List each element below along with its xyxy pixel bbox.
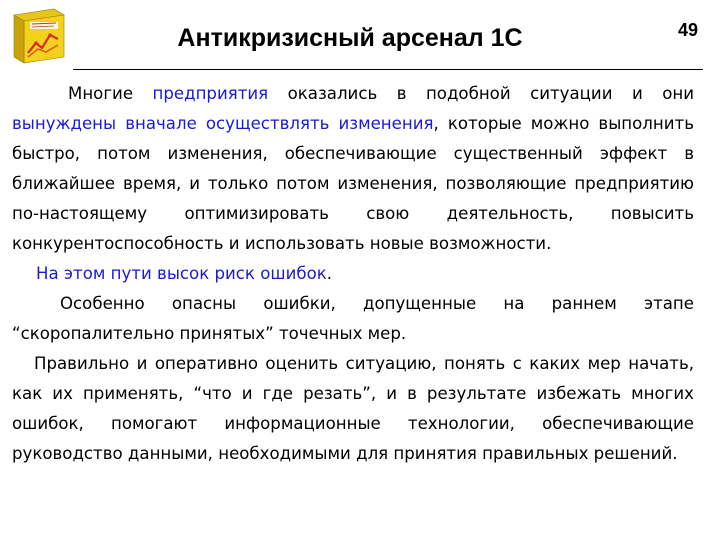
p1-highlight-forced-changes: вынуждены вначале осуществлять изменения <box>12 114 434 133</box>
paragraph-4: Правильно и оперативно оценить ситуацию, понять с каких мер начать, как их применять, “что и где резать”, и в результате избежать многих ошибок, помогают информационные технологии, обеспечивающие руководство данными, необходимыми для принятия правильных решений. <box>12 354 694 463</box>
p1-text-before: Многие <box>68 84 153 103</box>
title-divider <box>73 69 703 70</box>
slide-body <box>12 79 694 469</box>
p1-text-mid: оказались в подобной ситуации и они <box>268 84 694 103</box>
p2-highlight-risk: На этом пути высок риск ошибок <box>36 264 327 283</box>
p1-highlight-enterprises: предприятия <box>152 84 269 103</box>
page-number: 49 <box>677 20 698 40</box>
software-box-logo-icon <box>10 5 68 65</box>
paragraph-1 <box>12 79 694 259</box>
p2-text-after: . <box>326 264 333 283</box>
paragraph-3: Особенно опасны ошибки, допущенные на раннем этапе “скоропалительно принятых” точечных мер. <box>12 294 694 343</box>
paragraph-2 <box>12 259 694 289</box>
p1-text-after: , которые можно выполнить быстро, потом изменения, обеспечивающие существенный эффект в ближайшее время, и только потом изменения, позволяющие предприятию по-настоящему оптимизировать свою деятельность, повысить конкурентоспособность и использовать новые возможности. <box>12 114 694 253</box>
slide-title: Антикризисный арсенал 1С <box>177 24 523 52</box>
